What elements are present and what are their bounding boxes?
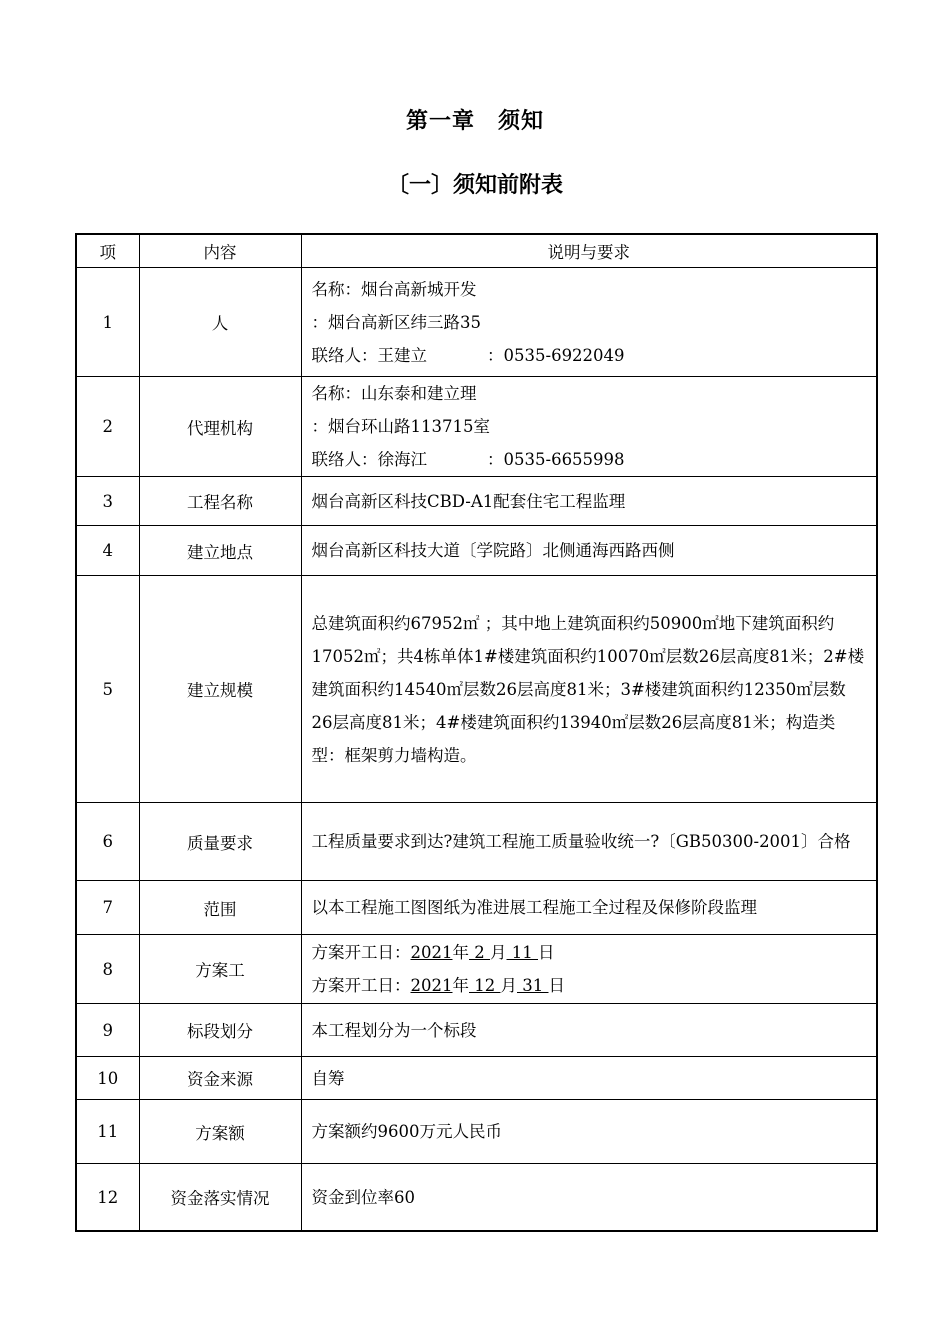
year-unit: 年 (452, 976, 469, 995)
row-desc: 自筹 (301, 1057, 877, 1100)
day-unit: 日 (548, 976, 565, 995)
row-desc: 本工程划分为一个标段 (301, 1004, 877, 1057)
row-number: 10 (76, 1057, 139, 1100)
instructions-table (75, 233, 878, 1232)
date-label: 方案开工日： (311, 943, 411, 962)
row-number: 5 (76, 576, 139, 803)
row-desc: 以本工程施工图图纸为准进展工程施工全过程及保修阶段监理 (301, 881, 877, 935)
row-number: 4 (76, 526, 139, 576)
table-row (76, 881, 877, 935)
header-item: 内容 (139, 234, 301, 268)
row-item: 人 (139, 268, 301, 377)
row-item: 标段划分 (139, 1004, 301, 1057)
table-row (76, 526, 877, 576)
row-desc: 总建筑面积约67952㎡ ；其中地上建筑面积约50900㎡地下建筑面积约17052㎡；共4栋单体1#楼建筑面积约10070㎡层数26层高度81米；2#楼建筑面积约14540㎡层数26层高度81米；3#楼建筑面积约12350㎡层数26层高度81米；4#楼建筑面积约13940㎡层数26层高度81米；构造类型：框架剪力墙构造。 (301, 576, 877, 803)
table-row (76, 1164, 877, 1232)
table-row (76, 935, 877, 1004)
row-desc: 烟台高新区科技大道〔学院路〕北侧通海西路西侧 (301, 526, 877, 576)
agent-contact: 联络人：徐海江 (311, 450, 427, 469)
table-row (76, 576, 877, 803)
date-day: 11 (506, 943, 538, 962)
owner-phone: ：0535-6922049 (487, 345, 625, 365)
month-unit: 月 (490, 943, 507, 962)
table-row (76, 477, 877, 526)
owner-contact-line (312, 339, 867, 372)
agent-phone: ：0535-6655998 (487, 450, 625, 469)
date-year: 2021 (410, 976, 453, 995)
agent-contact-line (312, 443, 867, 476)
row-item: 建立地点 (139, 526, 301, 576)
row-item: 工程名称 (139, 477, 301, 526)
table-row (76, 1057, 877, 1100)
row-desc (301, 268, 877, 377)
table-row (76, 803, 877, 881)
row-desc: 工程质量要求到达?建筑工程施工质量验收统一?〔GB50300-2001〕合格 (301, 803, 877, 881)
planned-start-date (312, 936, 867, 969)
year-unit: 年 (452, 943, 469, 962)
row-desc: 资金到位率60 (301, 1164, 877, 1232)
date-day: 31 (517, 976, 549, 995)
row-desc: 烟台高新区科技CBD-A1配套住宅工程监理 (301, 477, 877, 526)
row-number: 6 (76, 803, 139, 881)
date-month: 12 (469, 976, 501, 995)
table-row (76, 268, 877, 377)
row-desc: 方案额约9600万元人民币 (301, 1100, 877, 1164)
header-no: 项 (76, 234, 139, 268)
header-desc: 说明与要求 (301, 234, 877, 268)
agent-name: 名称：山东泰和建立理 (311, 384, 477, 403)
table-row (76, 377, 877, 477)
planned-end-date (312, 969, 867, 1002)
agent-address: ：烟台环山路113715室 (311, 417, 490, 436)
row-desc (301, 377, 877, 477)
row-item: 资金落实情况 (139, 1164, 301, 1232)
date-month: 2 (469, 943, 490, 962)
owner-address: ：烟台高新区纬三路35 (311, 312, 481, 332)
section-title: 〔一〕须知前附表 (386, 173, 563, 198)
row-item: 代理机构 (139, 377, 301, 477)
owner-name: 名称：烟台高新城开发 (311, 279, 477, 299)
owner-contact: 联络人：王建立 (311, 345, 427, 365)
chapter-title: 第一章 须知 (405, 109, 544, 134)
row-item: 质量要求 (139, 803, 301, 881)
table-row (76, 1004, 877, 1057)
row-number: 12 (76, 1164, 139, 1232)
day-unit: 日 (538, 943, 555, 962)
table-header-row (76, 234, 877, 268)
row-number: 8 (76, 935, 139, 1004)
row-number: 11 (76, 1100, 139, 1164)
table-row (76, 1100, 877, 1164)
date-label: 方案开工日： (311, 976, 411, 995)
row-item: 资金来源 (139, 1057, 301, 1100)
row-number: 1 (76, 268, 139, 377)
row-number: 3 (76, 477, 139, 526)
month-unit: 月 (500, 976, 517, 995)
row-item: 范围 (139, 881, 301, 935)
row-item: 方案额 (139, 1100, 301, 1164)
date-year: 2021 (410, 943, 453, 962)
row-item: 方案工 (139, 935, 301, 1004)
row-desc (301, 935, 877, 1004)
row-number: 9 (76, 1004, 139, 1057)
row-number: 2 (76, 377, 139, 477)
row-number: 7 (76, 881, 139, 935)
row-item: 建立规模 (139, 576, 301, 803)
